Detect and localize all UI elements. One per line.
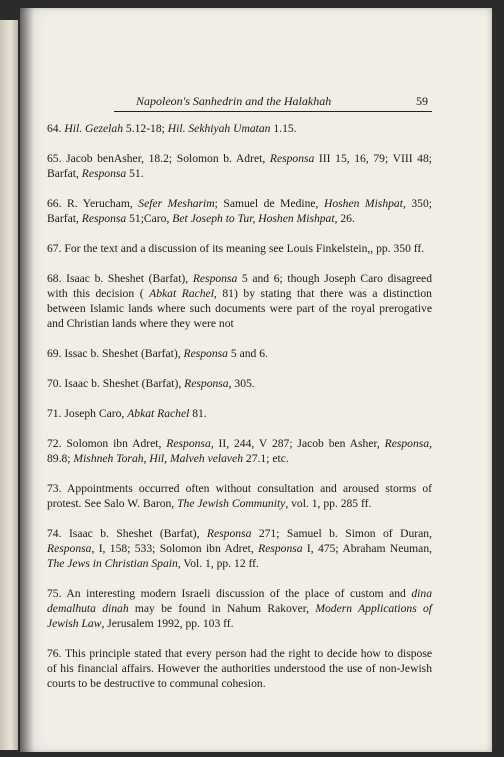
endnote xyxy=(47,241,432,256)
endnote xyxy=(47,151,432,181)
endnote xyxy=(47,586,432,631)
endnote-text: , vol. 1, pp. 285 ff. xyxy=(285,497,372,510)
endnote-italic-text: Responsa xyxy=(47,542,92,555)
endnote-italic-text: Responsa xyxy=(192,272,238,285)
endnote-text: 66. R. Yerucham, xyxy=(47,197,139,210)
endnotes-list xyxy=(47,121,432,691)
endnote-text: 81. xyxy=(189,407,207,420)
endnote-text: , 350; Barfat, xyxy=(47,197,432,225)
endnote-italic-text: Responsa xyxy=(81,167,127,180)
endnote xyxy=(47,196,432,226)
endnote-text: , I, 158; 533; Solomon ibn Adret, xyxy=(91,542,259,555)
endnote-text: may be found in Nahum Rakover, xyxy=(128,602,316,615)
endnote-text: , II, 244, V 287; Jacob ben Asher, xyxy=(210,437,385,450)
endnote xyxy=(47,436,432,466)
endnote-italic-text: Hil. Sekhiyah Umatan xyxy=(167,122,271,135)
running-title: Napoleon's Sanhedrin and the Halakhah xyxy=(136,94,332,108)
endnote-text: , 81) by stating that there was a distinction between Islamic lands where such documents were part of the royal prerogative and Christian lands where they were not xyxy=(47,287,432,330)
endnote-italic-text: The Jews in Christian Spain xyxy=(47,557,178,570)
endnote-text: 76. This principle stated that every person had the right to decide how to dispose of his financial affairs. However the authorities understood the use of non-Jewish courts to be destructive to communal cohesion. xyxy=(47,647,432,690)
endnote-text: , 305. xyxy=(228,377,255,390)
endnote-text: III 15, 16, 79; VIII 48; Barfat, xyxy=(47,152,432,180)
endnote xyxy=(47,271,432,331)
endnote-text: 65. Jacob benAsher, 18.2; Solomon b. Adret, xyxy=(47,152,270,165)
endnote-text: 68. Isaac b. Sheshet (Barfat), xyxy=(47,272,193,285)
endnote-italic-text: Responsa xyxy=(166,437,211,450)
endnote-text: 64. xyxy=(47,122,65,135)
endnote-italic-text: Abkat Rachel xyxy=(127,407,190,420)
endnote-text: ; Samuel de Medine, xyxy=(214,197,324,210)
endnote-text: 75. An interesting modern Israeli discussion of the place of custom and xyxy=(47,587,412,600)
endnote-text: , Jerusalem 1992, pp. 103 ff. xyxy=(101,617,234,630)
endnote-italic-text: Responsa xyxy=(81,212,127,225)
endnote-text: , Vol. 1, pp. 12 ff. xyxy=(177,557,259,570)
endnote-text: , 26. xyxy=(334,212,355,225)
endnote-text: 71. Joseph Caro, xyxy=(47,407,128,420)
endnote xyxy=(47,406,432,421)
endnote-italic-text: Responsa xyxy=(258,542,303,555)
endnote-text: 67. For the text and a discussion of its meaning see Louis Finkelstein,, pp. 350 ff. xyxy=(47,242,425,255)
endnote-italic-text: Responsa xyxy=(384,437,430,450)
endnote-text: 27.1; etc. xyxy=(243,452,289,465)
endnote xyxy=(47,346,432,361)
endnote xyxy=(47,376,432,391)
facing-page-edge xyxy=(0,20,18,750)
running-header xyxy=(114,93,432,112)
endnote-text: 5 and 6; though Joseph Caro disagreed with this decision ( xyxy=(47,272,432,300)
endnote-italic-text: Responsa xyxy=(184,377,229,390)
page-gutter-shadow xyxy=(20,8,34,752)
endnote-italic-text: Responsa xyxy=(183,347,228,360)
endnote-italic-text: Hoshen Mishpat xyxy=(323,197,403,210)
endnote-text: 5.12-18; xyxy=(123,122,168,135)
endnote-italic-text: Mishneh Torah, Hil, Malveh velaveh xyxy=(73,452,244,465)
endnote-italic-text: Modern Applications of Jewish Law xyxy=(47,602,432,630)
endnote xyxy=(47,121,432,136)
endnote-italic-text: Hil. Gezelah xyxy=(64,122,123,135)
endnote-text: I, 475; Abraham Neuman, xyxy=(302,542,433,555)
endnote-italic-text: Responsa xyxy=(269,152,315,165)
endnote-text: 69. Issac b. Sheshet (Barfat), xyxy=(47,347,184,360)
endnote xyxy=(47,481,432,511)
endnote-text: 70. Isaac b. Sheshet (Barfat), xyxy=(47,377,185,390)
endnote-text: 5 and 6. xyxy=(227,347,268,360)
endnote xyxy=(47,526,432,571)
endnote-italic-text: Bet Joseph to Tur, Hoshen Mishpat xyxy=(172,212,335,225)
endnote-text: 51;Caro, xyxy=(126,212,173,225)
endnote-italic-text: dina demalhuta dinah xyxy=(47,587,432,615)
endnote-italic-text: The Jewish Community xyxy=(177,497,286,510)
endnote-text: 73. Appointments occurred often without consultation and aroused storms of protest. See Salo W. Baron, xyxy=(47,482,432,510)
endnote-italic-text: Responsa xyxy=(206,527,252,540)
endnote-text: 51. xyxy=(126,167,144,180)
endnote-text: 72. Solomon ibn Adret, xyxy=(47,437,167,450)
endnote-text: 271; Samuel b. Simon of Duran, xyxy=(251,527,432,540)
endnote-italic-text: Sefer Mesharim xyxy=(138,197,215,210)
endnote-text: 74. Isaac b. Sheshet (Barfat), xyxy=(47,527,207,540)
page-number: 59 xyxy=(416,94,428,108)
endnote-text: 1.15. xyxy=(270,122,297,135)
endnote xyxy=(47,646,432,691)
endnote-text: , 89.8; xyxy=(47,437,432,465)
endnote-italic-text: Abkat Rachel xyxy=(149,287,214,300)
